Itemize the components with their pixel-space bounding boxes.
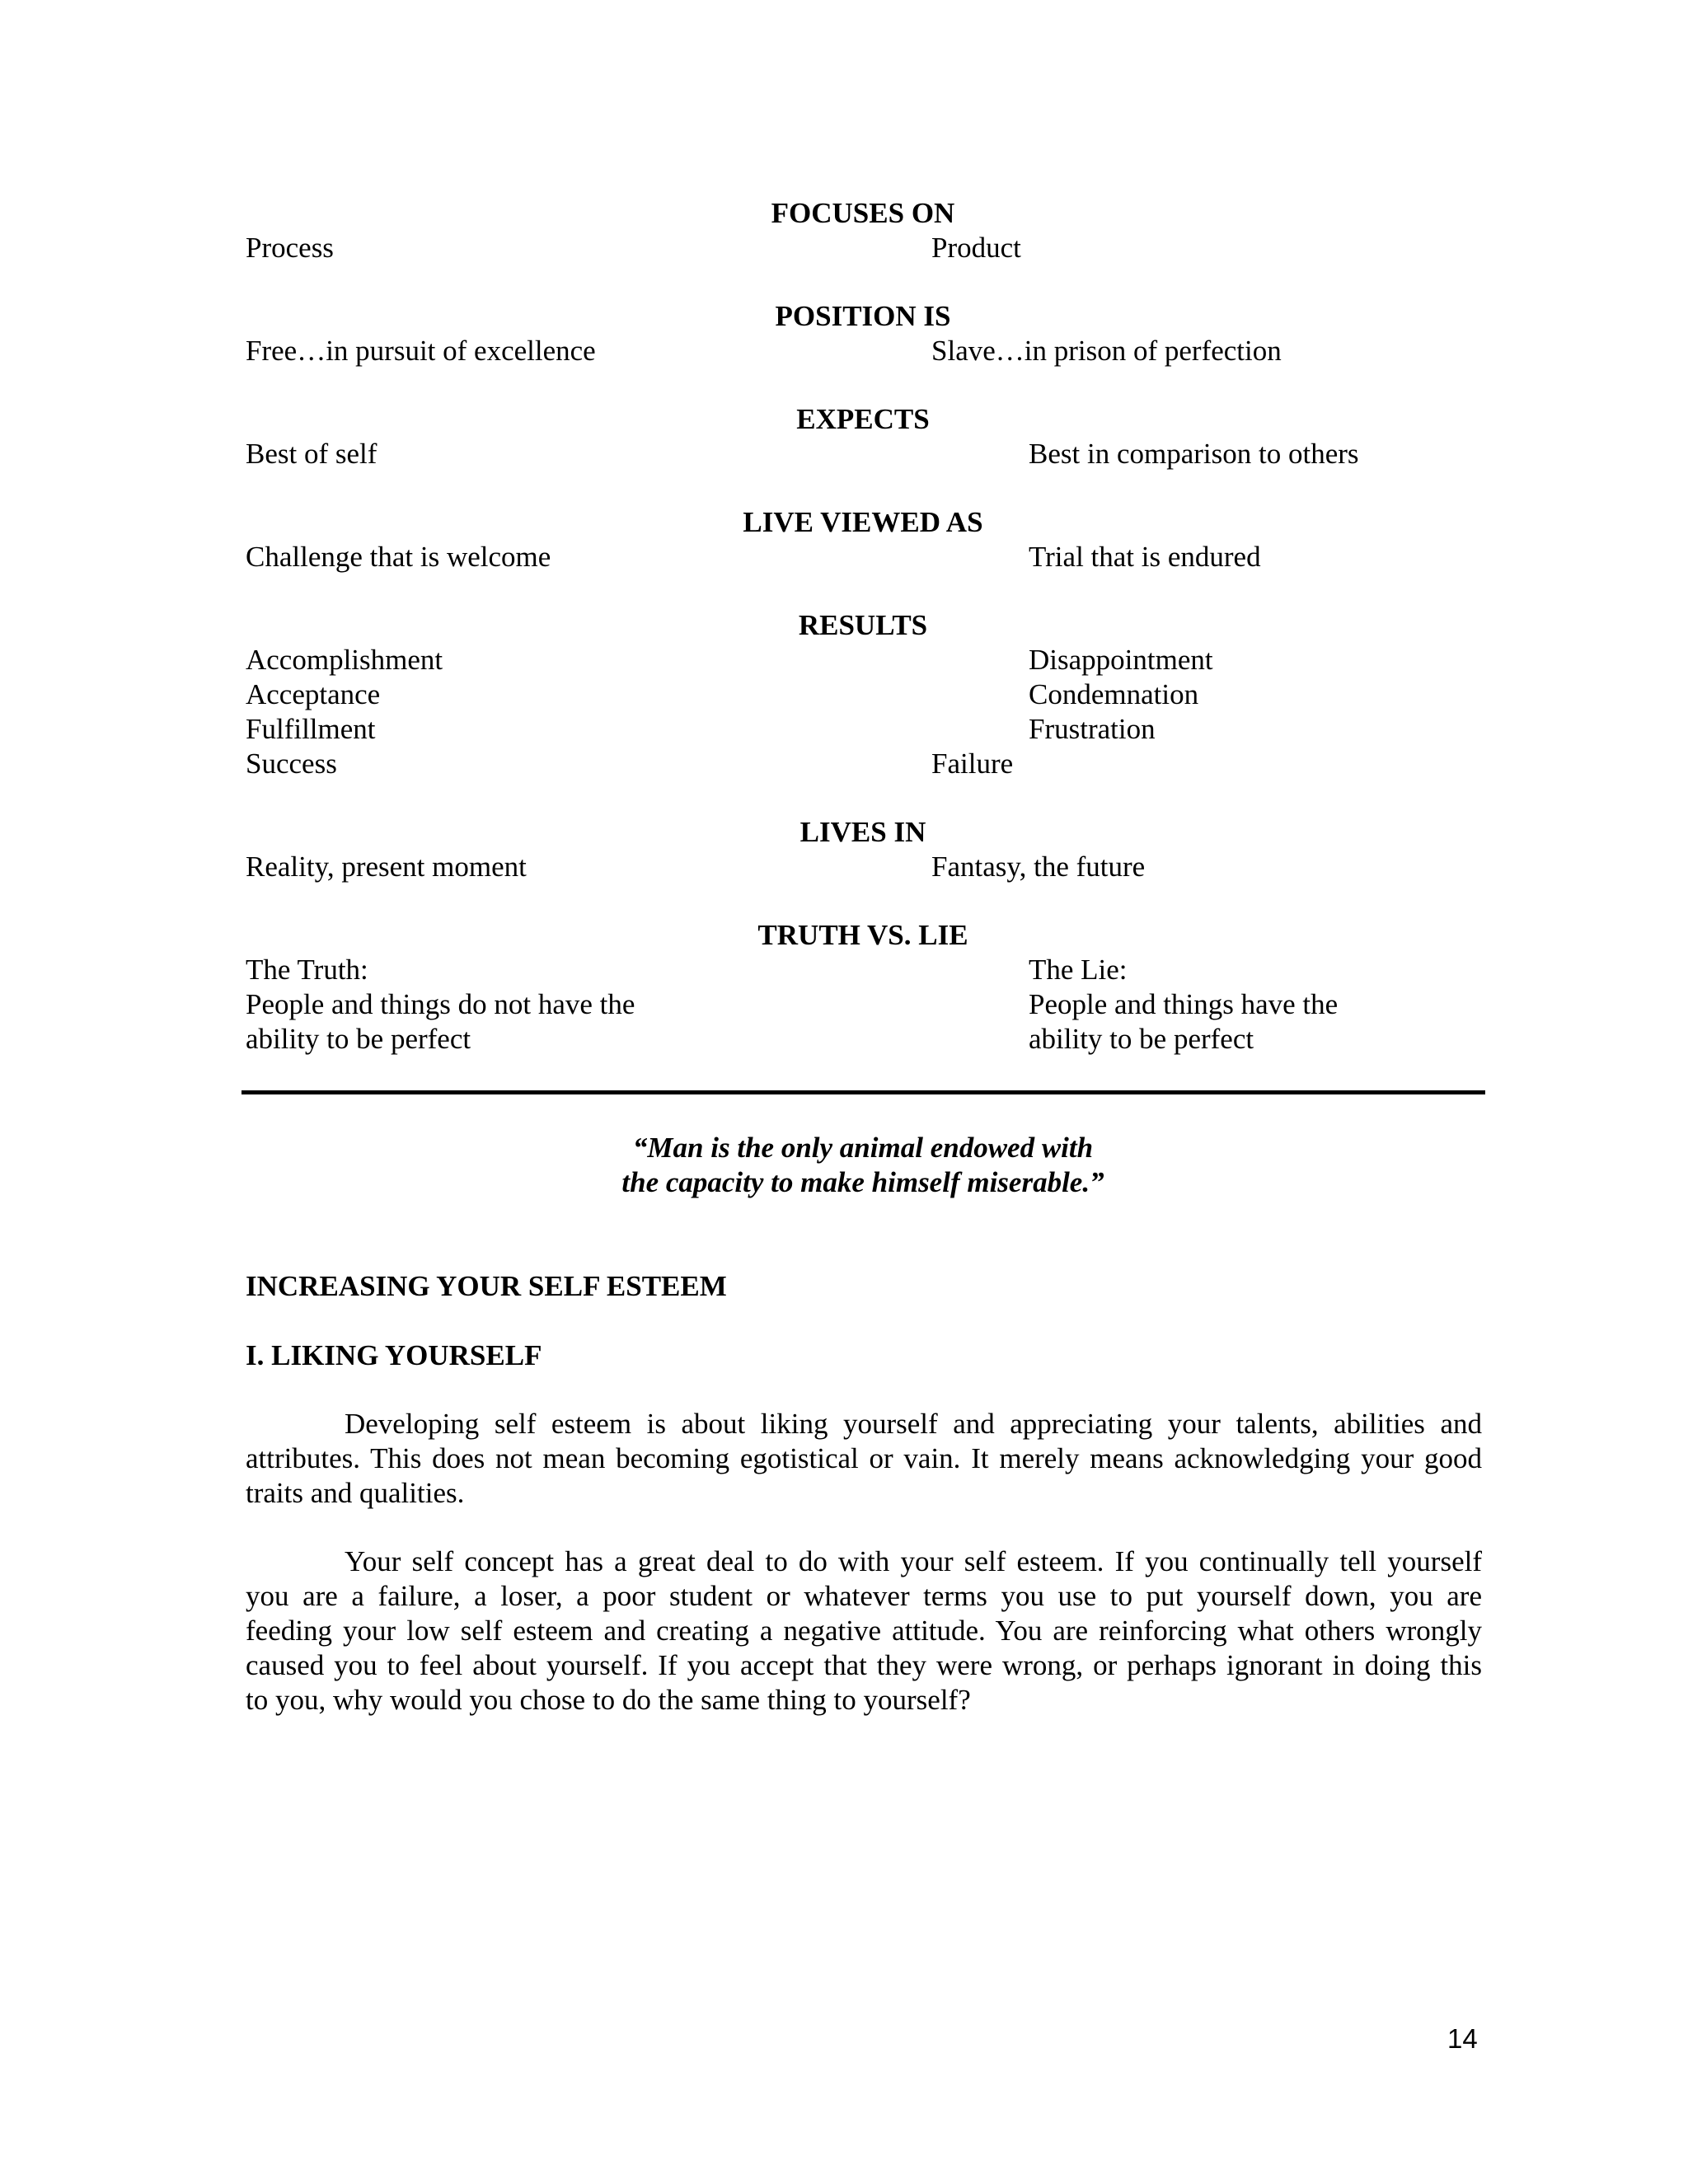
- paragraph-line: traits and qualities.: [246, 1477, 465, 1509]
- heading-position-is: POSITION IS: [775, 300, 951, 332]
- subsection-title: I. LIKING YOURSELF: [246, 1339, 542, 1371]
- position-is-right: Slave…in prison of perfection: [931, 335, 1282, 367]
- lives-in-right: Fantasy, the future: [931, 851, 1146, 883]
- paragraph-line: attributes. This does not mean becoming egotistical or vain. It merely means acknowledging your good: [246, 1442, 1482, 1474]
- results-right-item: Condemnation: [1029, 678, 1199, 710]
- results-right-item: Frustration: [1029, 713, 1156, 745]
- paragraph-line: to you, why would you chose to do the same thing to yourself?: [246, 1684, 971, 1716]
- results-left-item: Acceptance: [246, 678, 381, 710]
- lie-line: People and things have the: [1029, 988, 1339, 1020]
- expects-right: Best in comparison to others: [1029, 438, 1359, 470]
- heading-focuses-on: FOCUSES ON: [771, 197, 955, 229]
- results-left-item: Accomplishment: [246, 644, 443, 676]
- truth-line: ability to be perfect: [246, 1023, 471, 1055]
- horizontal-divider: [241, 1090, 1485, 1094]
- heading-live-viewed-as: LIVE VIEWED AS: [743, 506, 983, 538]
- quote-line: “Man is the only animal endowed with: [632, 1132, 1094, 1164]
- paragraph-line: Developing self esteem is about liking yourself and appreciating your talents, abilities and: [345, 1408, 1482, 1440]
- lives-in-left: Reality, present moment: [246, 851, 527, 883]
- focuses-on-right: Product: [931, 232, 1021, 264]
- truth-line: People and things do not have the: [246, 988, 635, 1020]
- paragraph-line: Your self concept has a great deal to do with your self esteem. If you continually tell yourself: [345, 1545, 1482, 1577]
- results-left-item: Fulfillment: [246, 713, 376, 745]
- heading-lives-in: LIVES IN: [799, 816, 926, 848]
- heading-truth-vs-lie: TRUTH VS. LIE: [757, 919, 968, 951]
- focuses-on-left: Process: [246, 232, 334, 264]
- live-viewed-as-left: Challenge that is welcome: [246, 541, 551, 573]
- lie-line: ability to be perfect: [1029, 1023, 1254, 1055]
- paragraph: [246, 1544, 1482, 1718]
- results-left-item: Success: [246, 748, 337, 780]
- expects-left: Best of self: [246, 438, 377, 470]
- paragraph-line: you are a failure, a loser, a poor student or whatever terms you use to put yourself down, you are: [246, 1580, 1482, 1612]
- lie-line: The Lie:: [1029, 954, 1128, 986]
- paragraph-line: caused you to feel about yourself. If you accept that they were wrong, or perhaps ignorant in doing this: [246, 1649, 1482, 1681]
- live-viewed-as-right: Trial that is endured: [1029, 541, 1261, 573]
- heading-expects: EXPECTS: [796, 403, 930, 435]
- truth-line: The Truth:: [246, 954, 368, 986]
- page-number: 14: [1447, 2023, 1478, 2054]
- position-is-left: Free…in pursuit of excellence: [246, 335, 596, 367]
- results-right-item: Failure: [931, 748, 1014, 780]
- paragraph-line: feeding your low self esteem and creating a negative attitude. You are reinforcing what others wrongly: [246, 1615, 1482, 1647]
- paragraph: [246, 1407, 1482, 1511]
- heading-results: RESULTS: [798, 609, 928, 641]
- section-title: INCREASING YOUR SELF ESTEEM: [246, 1270, 727, 1302]
- quote-line: the capacity to make himself miserable.”: [621, 1166, 1104, 1198]
- results-right-item: Disappointment: [1029, 644, 1213, 676]
